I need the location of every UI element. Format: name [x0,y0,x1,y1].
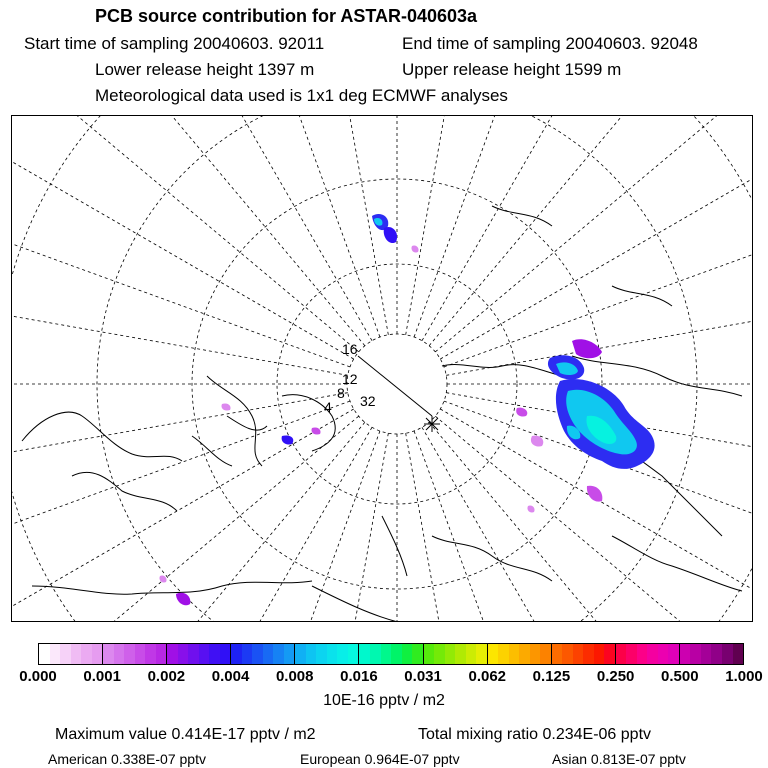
colorbar-swatch [455,644,466,664]
colorbar-segment [424,644,488,664]
meridian-line [12,416,359,622]
colorbar-unit-label: 10E-16 pptv / m2 [323,692,445,709]
colorbar-tick-label: 0.016 [340,668,378,685]
colorbar-swatch [626,644,637,664]
meridian-line [12,393,348,506]
pole-label: 32 [360,393,376,409]
colorbar-swatch [402,644,413,664]
colorbar-swatch [530,644,541,664]
colorbar-segment [359,644,423,664]
colorbar-ticks [0,668,768,688]
maximum-value-label: Maximum value 0.414E-17 pptv / m2 [55,726,316,743]
map-plot [12,116,753,622]
meridian-line [158,116,380,337]
colorbar-swatch [273,644,284,664]
colorbar-swatch [370,644,381,664]
colorbar-swatch [573,644,584,664]
colorbar-swatch [135,644,146,664]
european-contribution-label: European 0.964E-07 pptv [300,751,460,767]
colorbar-swatch [103,644,114,664]
upper-height-label: Upper release height 1599 m [402,60,622,79]
colorbar-swatch [604,644,615,664]
meridian-line [429,116,753,346]
colorbar-swatch [81,644,92,664]
colorbar-swatch [509,644,520,664]
colorbar-swatch [552,644,563,664]
colorbar-swatch [434,644,445,664]
meridian-line [446,262,753,375]
colorbar-swatch [359,644,370,664]
colorbar-swatch [540,644,551,664]
colorbar-swatch [637,644,648,664]
chart-title: PCB source contribution for ASTAR-040603a [95,6,478,26]
colorbar-swatch [327,644,338,664]
colorbar-swatch [231,644,242,664]
coastlines [22,206,742,622]
colorbar-swatch [50,644,61,664]
colorbar-swatch [690,644,701,664]
colorbar-swatch [498,644,509,664]
meridian-line [12,401,350,622]
meridian-line [275,433,388,622]
map-panel [11,115,753,622]
colorbar-swatch [295,644,306,664]
colorbar-swatch [337,644,348,664]
colorbar-segment [39,644,103,664]
asian-contribution-label: Asian 0.813E-07 pptv [552,751,686,767]
colorbar-tick-label: 0.008 [275,668,314,685]
colorbar-swatch [39,644,50,664]
colorbar-swatch [519,644,530,664]
colorbar-swatch [252,644,263,664]
colorbar-swatch [711,644,722,664]
colorbar-tick-label: 0.062 [468,668,507,685]
colorbar-swatch [92,644,103,664]
colorbar-segment [680,644,743,664]
meridian-line [12,116,354,359]
colorbar-swatch [178,644,189,664]
meridian-line [47,427,372,622]
colorbar-swatch [412,644,423,664]
meridian-line [414,116,636,337]
colorbar-tick-label: 0.004 [211,668,250,685]
total-mixing-ratio-label: Total mixing ratio 0.234E-06 pptv [418,726,652,743]
colorbar-segment [103,644,167,664]
colorbar-swatch [124,644,135,664]
colorbar-tick-label: 0.125 [532,668,571,685]
colorbar-tick-label: 1.000 [725,668,763,685]
colorbar-tick-label: 0.001 [83,668,121,685]
pole-labels [324,341,376,415]
colorbar-swatch [488,644,499,664]
colorbar-segment [167,644,231,664]
meridian-line [435,116,753,352]
colorbar-swatch [263,644,274,664]
colorbar-swatch [167,644,178,664]
meridian-line [12,145,350,367]
pole-label: 12 [342,371,358,387]
start-time-label: Start time of sampling 20040603. 92011 [24,34,325,53]
colorbar-swatch [199,644,210,664]
meridian-line [275,116,388,335]
colorbar-swatch [445,644,456,664]
colorbar-segment [616,644,680,664]
colorbar-swatch [722,644,733,664]
colorbar-swatch [594,644,605,664]
met-data-label: Meteorological data used is 1x1 deg ECMWF analyses [95,86,508,105]
colorbar-swatch [348,644,359,664]
colorbar-swatch [145,644,156,664]
colorbar-swatch [562,644,573,664]
colorbar-swatch [466,644,477,664]
latitude-circle [192,179,602,589]
pole-label: 8 [337,385,345,401]
meridian-line [440,116,753,359]
colorbar-swatch [71,644,82,664]
meridian-line [12,116,359,352]
colorbar-swatch [209,644,220,664]
colorbar-swatch [381,644,392,664]
colorbar-swatch [647,644,658,664]
colorbar-swatch [733,644,744,664]
colorbar-swatch [391,644,402,664]
american-contribution-label: American 0.338E-07 pptv [48,751,206,767]
meridian-line [158,431,380,622]
colorbar-swatch [424,644,435,664]
colorbar-segment [295,644,359,664]
pole-label: 4 [324,399,332,415]
colorbar-swatch [114,644,125,664]
colorbar-swatch [60,644,71,664]
colorbar-tick-label: 0.500 [661,668,699,685]
colorbar-swatch [242,644,253,664]
colorbar-segment [488,644,552,664]
colorbar-swatch [668,644,679,664]
end-time-label: End time of sampling 20040603. 92048 [402,34,698,53]
colorbar-tick-label: 0.002 [147,668,186,685]
colorbar [38,643,744,665]
meridian-line [12,409,354,622]
pole-label: 16 [342,341,358,357]
colorbar-swatch [680,644,691,664]
lower-height-label: Lower release height 1397 m [95,60,315,79]
meridian-line [444,145,753,367]
colorbar-tick-label: 0.000 [19,668,57,685]
colorbar-swatch [658,644,669,664]
meridian-line [12,262,348,375]
colorbar-swatch [476,644,487,664]
latitude-circle [277,264,517,504]
latitude-circle [97,116,697,622]
meridian-line [406,116,519,335]
meridian-line [406,433,519,622]
colorbar-swatch [306,644,317,664]
colorbar-tick-label: 0.031 [404,668,442,685]
colorbar-tick-label: 0.250 [596,668,635,685]
colorbar-swatch [284,644,295,664]
colorbar-swatch [188,644,199,664]
meridian-line [47,116,372,341]
colorbar-swatch [316,644,327,664]
concentration-field [159,214,654,605]
colorbar-swatch [616,644,627,664]
meridian-line [422,427,747,622]
colorbar-segment [552,644,616,664]
colorbar-swatch [701,644,712,664]
colorbar-swatch [220,644,231,664]
colorbar-segment [231,644,295,664]
colorbar-swatch [583,644,594,664]
colorbar-swatch [156,644,167,664]
